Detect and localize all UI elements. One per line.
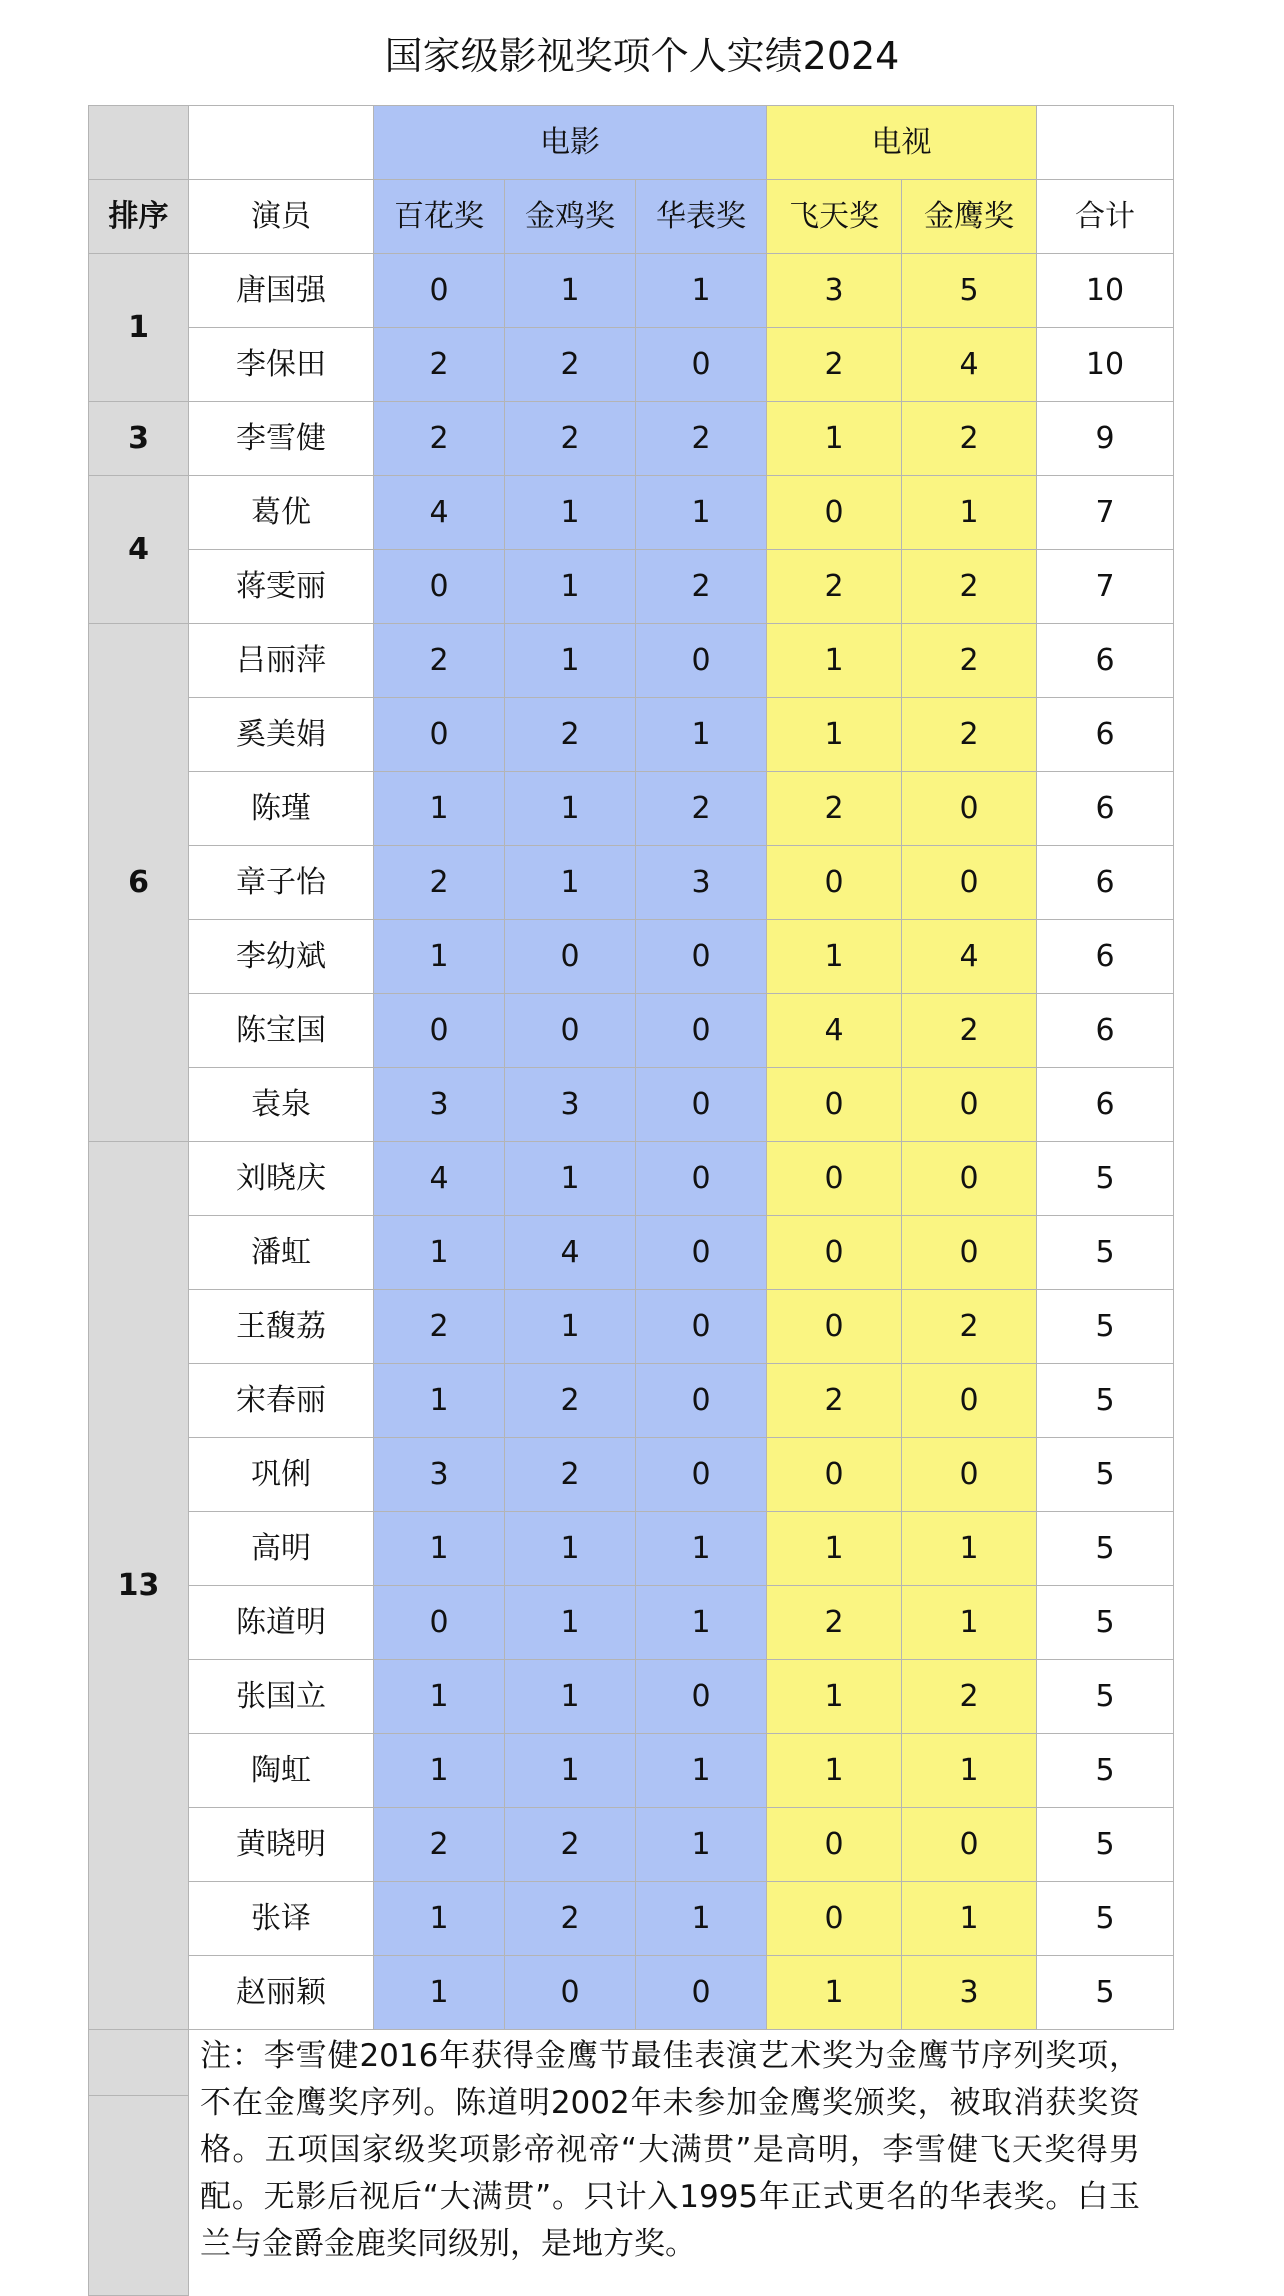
jinying-cell: 0: [902, 1364, 1037, 1438]
rank-cell: 6: [89, 624, 189, 1142]
feitian-cell: 0: [767, 476, 902, 550]
jinji-cell: 1: [505, 1660, 636, 1734]
header-baihua: 百花奖: [374, 180, 505, 254]
actor-name-cell: 陈道明: [189, 1586, 374, 1660]
actor-name-cell: 李雪健: [189, 402, 374, 476]
huabiao-cell: 2: [636, 772, 767, 846]
jinying-cell: 0: [902, 846, 1037, 920]
jinying-cell: 2: [902, 1290, 1037, 1364]
jinji-cell: 0: [505, 994, 636, 1068]
jinying-cell: 3: [902, 1956, 1037, 2030]
footnote: 注：李雪健2016年获得金鹰节最佳表演艺术奖为金鹰节序列奖项，不在金鹰奖序列。陈道明2002年未参加金鹰奖颁奖，被取消获奖资格。五项国家级奖项影帝视帝“大满贯”是高明，李雪健飞天奖得男配。无影后视后“大满贯”。只计入1995年正式更名的华表奖。白玉兰与金爵金鹿奖同级别，是地方奖。: [200, 2038, 1140, 2262]
actor-name-cell: 章子怡: [189, 846, 374, 920]
huabiao-cell: 0: [636, 1216, 767, 1290]
table-row: [89, 328, 1174, 402]
total-cell: 5: [1037, 1734, 1174, 1808]
jinying-cell: 1: [902, 1512, 1037, 1586]
huabiao-cell: 2: [636, 550, 767, 624]
jinying-cell: 0: [902, 772, 1037, 846]
huabiao-cell: 1: [636, 1586, 767, 1660]
feitian-cell: 3: [767, 254, 902, 328]
actor-name-cell: 赵丽颖: [189, 1956, 374, 2030]
table-row: [89, 1216, 1174, 1290]
jinji-cell: 2: [505, 698, 636, 772]
baihua-cell: 2: [374, 624, 505, 698]
baihua-cell: 2: [374, 328, 505, 402]
huabiao-cell: 0: [636, 1142, 767, 1216]
rank-cell: 3: [89, 402, 189, 476]
huabiao-cell: 0: [636, 994, 767, 1068]
jinying-cell: 2: [902, 402, 1037, 476]
huabiao-cell: 1: [636, 1512, 767, 1586]
jinji-cell: 1: [505, 772, 636, 846]
baihua-cell: 0: [374, 550, 505, 624]
table-row: [89, 1586, 1174, 1660]
feitian-cell: 1: [767, 1956, 902, 2030]
baihua-cell: 1: [374, 920, 505, 994]
actor-name-cell: 袁泉: [189, 1068, 374, 1142]
rank-cell: 13: [89, 1142, 189, 2030]
huabiao-cell: 1: [636, 1808, 767, 1882]
actor-name-cell: 张译: [189, 1882, 374, 1956]
jinji-cell: 1: [505, 846, 636, 920]
feitian-cell: 2: [767, 1364, 902, 1438]
total-cell: 7: [1037, 476, 1174, 550]
baihua-cell: 1: [374, 1882, 505, 1956]
actor-name-cell: 奚美娟: [189, 698, 374, 772]
page-title: 国家级影视奖项个人实绩2024: [384, 34, 900, 78]
actor-name-cell: 李保田: [189, 328, 374, 402]
feitian-cell: 2: [767, 1586, 902, 1660]
jinying-cell: 2: [902, 698, 1037, 772]
huabiao-cell: 0: [636, 1956, 767, 2030]
table-row: [89, 1956, 1174, 2030]
rank-cell: 4: [89, 476, 189, 624]
actor-name-cell: 葛优: [189, 476, 374, 550]
table-row: [89, 1364, 1174, 1438]
baihua-cell: 1: [374, 1512, 505, 1586]
actor-name-cell: 潘虹: [189, 1216, 374, 1290]
actor-name-cell: 陈瑾: [189, 772, 374, 846]
huabiao-cell: 1: [636, 698, 767, 772]
jinji-cell: 2: [505, 1438, 636, 1512]
header-feitian: 飞天奖: [767, 180, 902, 254]
rank-strip-cell: [89, 2096, 189, 2296]
jinying-cell: 0: [902, 1438, 1037, 1512]
jinji-cell: 2: [505, 1808, 636, 1882]
total-cell: 5: [1037, 1882, 1174, 1956]
table-row: [89, 1068, 1174, 1142]
jinying-cell: 5: [902, 254, 1037, 328]
feitian-cell: 1: [767, 920, 902, 994]
jinying-cell: 4: [902, 328, 1037, 402]
jinying-cell: 1: [902, 1734, 1037, 1808]
total-cell: 6: [1037, 1068, 1174, 1142]
total-cell: 10: [1037, 328, 1174, 402]
group-header-blank-actor: [189, 106, 374, 180]
total-cell: 5: [1037, 1216, 1174, 1290]
baihua-cell: 1: [374, 1216, 505, 1290]
table-row: [89, 1438, 1174, 1512]
huabiao-cell: 0: [636, 328, 767, 402]
jinying-cell: 2: [902, 994, 1037, 1068]
actor-name-cell: 陶虹: [189, 1734, 374, 1808]
group-header-blank-total: [1037, 106, 1174, 180]
feitian-cell: 0: [767, 1142, 902, 1216]
jinying-cell: 1: [902, 1882, 1037, 1956]
table-row: [89, 1882, 1174, 1956]
jinying-cell: 2: [902, 624, 1037, 698]
actor-name-cell: 刘晓庆: [189, 1142, 374, 1216]
feitian-cell: 0: [767, 1068, 902, 1142]
baihua-cell: 2: [374, 402, 505, 476]
baihua-cell: 2: [374, 1808, 505, 1882]
huabiao-cell: 0: [636, 1438, 767, 1512]
awards-table: [88, 105, 1174, 2296]
table-row: [89, 550, 1174, 624]
total-cell: 9: [1037, 402, 1174, 476]
total-cell: 5: [1037, 1660, 1174, 1734]
table-row: [89, 1512, 1174, 1586]
huabiao-cell: 0: [636, 920, 767, 994]
jinji-cell: 2: [505, 1882, 636, 1956]
feitian-cell: 0: [767, 1438, 902, 1512]
total-cell: 5: [1037, 1364, 1174, 1438]
table-row: [89, 476, 1174, 550]
feitian-cell: 1: [767, 1512, 902, 1586]
rank-cell: 1: [89, 254, 189, 402]
total-cell: 5: [1037, 1808, 1174, 1882]
huabiao-cell: 0: [636, 1660, 767, 1734]
total-cell: 6: [1037, 772, 1174, 846]
column-header-row: [89, 180, 1174, 254]
baihua-cell: 0: [374, 698, 505, 772]
header-jinying: 金鹰奖: [902, 180, 1037, 254]
jinji-cell: 1: [505, 624, 636, 698]
baihua-cell: 2: [374, 1290, 505, 1364]
huabiao-cell: 1: [636, 1734, 767, 1808]
table-row: [89, 402, 1174, 476]
huabiao-cell: 1: [636, 476, 767, 550]
header-actor: 演员: [189, 180, 374, 254]
table-row: [89, 1142, 1174, 1216]
feitian-cell: 2: [767, 328, 902, 402]
jinying-cell: 1: [902, 1586, 1037, 1660]
actor-name-cell: 巩俐: [189, 1438, 374, 1512]
baihua-cell: 1: [374, 1734, 505, 1808]
baihua-cell: 0: [374, 994, 505, 1068]
jinji-cell: 3: [505, 1068, 636, 1142]
total-cell: 10: [1037, 254, 1174, 328]
total-cell: 5: [1037, 1142, 1174, 1216]
huabiao-cell: 2: [636, 402, 767, 476]
group-header-blank-rank: [89, 106, 189, 180]
total-cell: 6: [1037, 624, 1174, 698]
huabiao-cell: 3: [636, 846, 767, 920]
feitian-cell: 2: [767, 772, 902, 846]
huabiao-cell: 0: [636, 1364, 767, 1438]
jinji-cell: 1: [505, 254, 636, 328]
jinying-cell: 0: [902, 1216, 1037, 1290]
table-row: [89, 846, 1174, 920]
total-cell: 6: [1037, 920, 1174, 994]
actor-name-cell: 张国立: [189, 1660, 374, 1734]
jinji-cell: 4: [505, 1216, 636, 1290]
table-row: [89, 698, 1174, 772]
baihua-cell: 1: [374, 1956, 505, 2030]
table-row: [89, 1734, 1174, 1808]
jinying-cell: 2: [902, 1660, 1037, 1734]
feitian-cell: 1: [767, 1734, 902, 1808]
group-header-row: [89, 106, 1174, 180]
total-cell: 6: [1037, 846, 1174, 920]
feitian-cell: 1: [767, 624, 902, 698]
jinji-cell: 2: [505, 402, 636, 476]
baihua-cell: 1: [374, 1364, 505, 1438]
actor-name-cell: 吕丽萍: [189, 624, 374, 698]
group-header-tv: 电视: [767, 106, 1037, 180]
jinji-cell: 1: [505, 1142, 636, 1216]
jinji-cell: 1: [505, 1290, 636, 1364]
actor-name-cell: 高明: [189, 1512, 374, 1586]
table-row: [89, 1290, 1174, 1364]
group-header-film: 电影: [374, 106, 767, 180]
header-rank: 排序: [89, 180, 189, 254]
feitian-cell: 1: [767, 402, 902, 476]
jinji-cell: 1: [505, 1512, 636, 1586]
baihua-cell: 4: [374, 1142, 505, 1216]
jinying-cell: 0: [902, 1142, 1037, 1216]
jinying-cell: 2: [902, 550, 1037, 624]
jinying-cell: 4: [902, 920, 1037, 994]
baihua-cell: 1: [374, 1660, 505, 1734]
baihua-cell: 1: [374, 772, 505, 846]
total-cell: 5: [1037, 1956, 1174, 2030]
actor-name-cell: 蒋雯丽: [189, 550, 374, 624]
feitian-cell: 0: [767, 1882, 902, 1956]
actor-name-cell: 陈宝国: [189, 994, 374, 1068]
jinji-cell: 0: [505, 1956, 636, 2030]
feitian-cell: 1: [767, 1660, 902, 1734]
actor-name-cell: 黄晓明: [189, 1808, 374, 1882]
huabiao-cell: 1: [636, 1882, 767, 1956]
rank-strip-cell: [89, 2030, 189, 2096]
baihua-cell: 0: [374, 254, 505, 328]
header-huabiao: 华表奖: [636, 180, 767, 254]
feitian-cell: 0: [767, 1808, 902, 1882]
feitian-cell: 0: [767, 1216, 902, 1290]
total-cell: 5: [1037, 1512, 1174, 1586]
jinji-cell: 1: [505, 476, 636, 550]
baihua-cell: 4: [374, 476, 505, 550]
table-row: [89, 772, 1174, 846]
total-cell: 6: [1037, 698, 1174, 772]
feitian-cell: 4: [767, 994, 902, 1068]
feitian-cell: 2: [767, 550, 902, 624]
total-cell: 7: [1037, 550, 1174, 624]
jinying-cell: 0: [902, 1068, 1037, 1142]
huabiao-cell: 0: [636, 1068, 767, 1142]
baihua-cell: 3: [374, 1068, 505, 1142]
jinji-cell: 1: [505, 1734, 636, 1808]
jinji-cell: 0: [505, 920, 636, 994]
huabiao-cell: 1: [636, 254, 767, 328]
actor-name-cell: 宋春丽: [189, 1364, 374, 1438]
huabiao-cell: 0: [636, 624, 767, 698]
total-cell: 5: [1037, 1290, 1174, 1364]
huabiao-cell: 0: [636, 1290, 767, 1364]
table-row: [89, 920, 1174, 994]
baihua-cell: 2: [374, 846, 505, 920]
table-row: [89, 994, 1174, 1068]
jinying-cell: 0: [902, 1808, 1037, 1882]
header-total: 合计: [1037, 180, 1174, 254]
header-jinji: 金鸡奖: [505, 180, 636, 254]
actor-name-cell: 唐国强: [189, 254, 374, 328]
feitian-cell: 0: [767, 1290, 902, 1364]
total-cell: 5: [1037, 1586, 1174, 1660]
table-row: [89, 1660, 1174, 1734]
jinji-cell: 2: [505, 328, 636, 402]
baihua-cell: 3: [374, 1438, 505, 1512]
total-cell: 6: [1037, 994, 1174, 1068]
table-row: [89, 1808, 1174, 1882]
baihua-cell: 0: [374, 1586, 505, 1660]
table-row: [89, 624, 1174, 698]
feitian-cell: 1: [767, 698, 902, 772]
jinying-cell: 1: [902, 476, 1037, 550]
actor-name-cell: 李幼斌: [189, 920, 374, 994]
jinji-cell: 2: [505, 1364, 636, 1438]
jinji-cell: 1: [505, 1586, 636, 1660]
actor-name-cell: 王馥荔: [189, 1290, 374, 1364]
feitian-cell: 0: [767, 846, 902, 920]
jinji-cell: 1: [505, 550, 636, 624]
total-cell: 5: [1037, 1438, 1174, 1512]
table-row: [89, 254, 1174, 328]
